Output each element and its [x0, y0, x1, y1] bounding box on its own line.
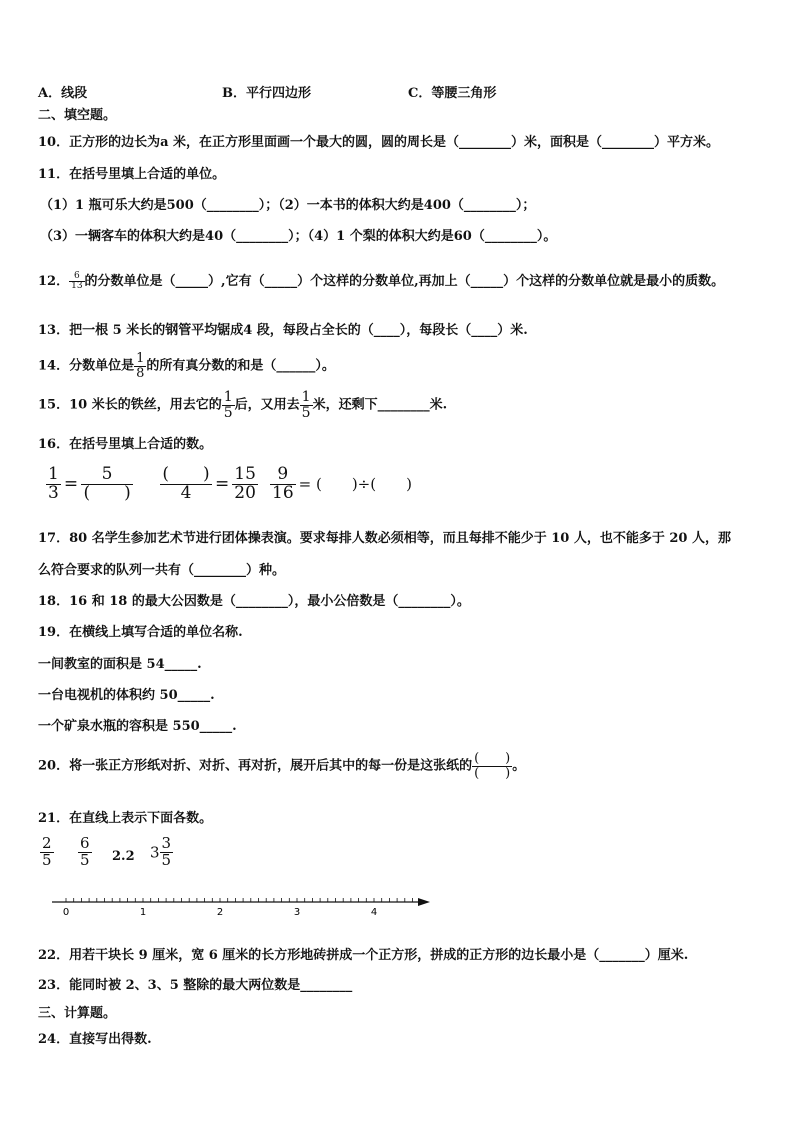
fraction-denominator: 5: [80, 850, 90, 869]
equation-1-left-fraction: [46, 466, 61, 503]
number-line-label: 0: [62, 907, 70, 918]
fraction-denominator: 3: [48, 482, 59, 503]
number-line-label: 4: [370, 907, 378, 918]
fraction-numerator: ( ): [160, 466, 212, 485]
question-12-fraction: [69, 272, 84, 291]
question-19-b: 一台电视机的体积约 50_____.: [38, 688, 215, 703]
question-15-prefix: 15．10 米长的铁丝，用去它的: [38, 397, 222, 413]
fraction-denominator: ( ): [474, 765, 511, 781]
fraction-numerator: 9: [270, 466, 296, 485]
fraction-numerator: 1: [136, 351, 145, 366]
question-13: 13．把一根 5 米长的钢管平均锯成4 段，每段占全长的（____），每段长（____）米.: [38, 323, 528, 338]
fraction-numerator: 1: [301, 389, 311, 405]
section-fill-title: 二、填空题。: [38, 108, 117, 123]
question-12-text: 的分数单位是（_____）,它有（_____）个这样的分数单位,再加上（_____）个这样的分数单位就是最小的质数。: [84, 274, 725, 289]
question-15-middle: 后，又用去: [234, 397, 300, 413]
question-15: [38, 390, 447, 420]
fraction-numerator: 15: [234, 464, 256, 484]
question-14-prefix: 14．分数单位是: [38, 358, 135, 374]
question-16-equation-2: [160, 466, 258, 503]
fraction-six-fifths: [78, 836, 92, 869]
fraction-numerator: 1: [48, 464, 59, 484]
question-11-title: 11．在括号里填上合适的单位。: [38, 167, 226, 182]
question-21-number-3: 2.2: [112, 849, 135, 864]
question-20-text: 20．将一张正方形纸对折、对折、再对折，展开后其中的每一份是这张纸的: [38, 758, 473, 774]
mixed-whole-part: 3: [150, 843, 160, 862]
fraction-denominator: 8: [136, 365, 145, 381]
question-21-number-1: [40, 836, 54, 869]
question-21-title: 21．在直线上表示下面各数。: [38, 811, 213, 826]
question-20: [38, 752, 525, 780]
number-line: [48, 888, 468, 928]
equation-3-left-fraction: [270, 466, 296, 503]
fraction-denominator: 16: [272, 482, 294, 503]
fraction-numerator: 6: [80, 834, 90, 852]
question-20-fraction: [472, 752, 512, 780]
question-16-equation-3: [270, 466, 415, 503]
question-19-title: 19．在横线上填写合适的单位名称.: [38, 625, 243, 640]
question-11-line-2: （3）一辆客车的体积大约是40（________）；（4）1 个梨的体积大约是60（________）。: [40, 229, 557, 244]
fraction-denominator: 5: [42, 850, 52, 869]
fraction-numerator: 5: [81, 466, 133, 485]
number-line-arrow: [418, 898, 430, 906]
equation-3-right-side: = ( )÷( ): [298, 475, 412, 494]
number-line-label: 3: [293, 907, 301, 918]
equals-sign: =: [63, 474, 79, 495]
question-24: 24．直接写出得数.: [38, 1032, 152, 1047]
fraction-denominator: 5: [301, 404, 311, 421]
number-line-label: 2: [216, 907, 224, 918]
question-22: 22．用若干块长 9 厘米，宽 6 厘米的长方形地砖拼成一个正方形，拼成的正方形的边长最小是（_______）厘米.: [38, 948, 689, 963]
section-calc-title: 三、计算题。: [38, 1006, 117, 1021]
question-14-suffix: 的所有真分数的和是（______）。: [146, 358, 335, 374]
question-17-line-1: 17．80 名学生参加艺术节进行团体操表演。要求每排人数必须相等，而且每排不能少于 10 人，也不能多于 20 人，那: [38, 531, 731, 546]
fraction-denominator: 5: [223, 404, 233, 421]
question-14-fraction: [134, 352, 146, 380]
fraction-denominator: 20: [234, 482, 256, 503]
question-17-line-2: 么符合要求的队列一共有（________）种。: [38, 563, 286, 578]
question-15-fraction-1: [222, 390, 235, 420]
question-21-number-4: [150, 836, 173, 869]
fraction-numerator: 6: [69, 272, 84, 282]
fraction-numerator: 2: [42, 834, 52, 852]
mixed-fraction-part: [160, 836, 174, 869]
fraction-numerator: ( ): [474, 751, 511, 766]
fraction-two-fifths: [40, 836, 54, 869]
equals-sign: =: [215, 474, 230, 495]
question-18: 18．16 和 18 的最大公因数是（________），最小公倍数是（________）。: [38, 594, 470, 609]
equation-1-right-fraction: [81, 466, 133, 503]
question-16-equation-1: [46, 466, 133, 503]
question-16-title: 16．在括号里填上合适的数。: [38, 437, 213, 452]
fraction-denominator: ( ): [83, 482, 131, 503]
equation-2-left-fraction: [160, 466, 212, 503]
question-15-fraction-2: [300, 390, 313, 420]
fraction-denominator: 5: [161, 850, 172, 869]
fraction-numerator: 1: [223, 389, 233, 405]
question-23: 23．能同时被 2、3、5 整除的最大两位数是________: [38, 978, 353, 993]
fraction-denominator: 4: [180, 482, 192, 503]
question-11-line-1: （1）1 瓶可乐大约是500（________）；（2）一本书的体积大约是400（________）；: [40, 198, 536, 213]
option-b: B．平行四边形: [222, 86, 311, 101]
question-20-end: 。: [512, 758, 526, 774]
question-12-number: 12．: [38, 274, 70, 289]
number-line-label: 1: [139, 907, 147, 918]
fraction-numerator: 3: [161, 834, 172, 852]
question-14: [38, 352, 335, 380]
question-12: [38, 272, 724, 291]
question-21-number-2: [78, 836, 92, 869]
question-19-a: 一间教室的面积是 54_____.: [38, 657, 202, 672]
question-19-c: 一个矿泉水瓶的容积是 550_____.: [38, 719, 237, 734]
option-a: A．线段: [38, 86, 88, 101]
question-15-suffix: 米，还剩下________米.: [312, 397, 448, 413]
option-c: C．等腰三角形: [408, 86, 497, 101]
question-10: 10．正方形的边长为a 米，在正方形里面画一个最大的圆，圆的周长是（________）米，面积是（________）平方米。: [38, 135, 720, 150]
equation-2-right-fraction: [232, 466, 258, 503]
fraction-denominator: 13: [71, 281, 83, 291]
